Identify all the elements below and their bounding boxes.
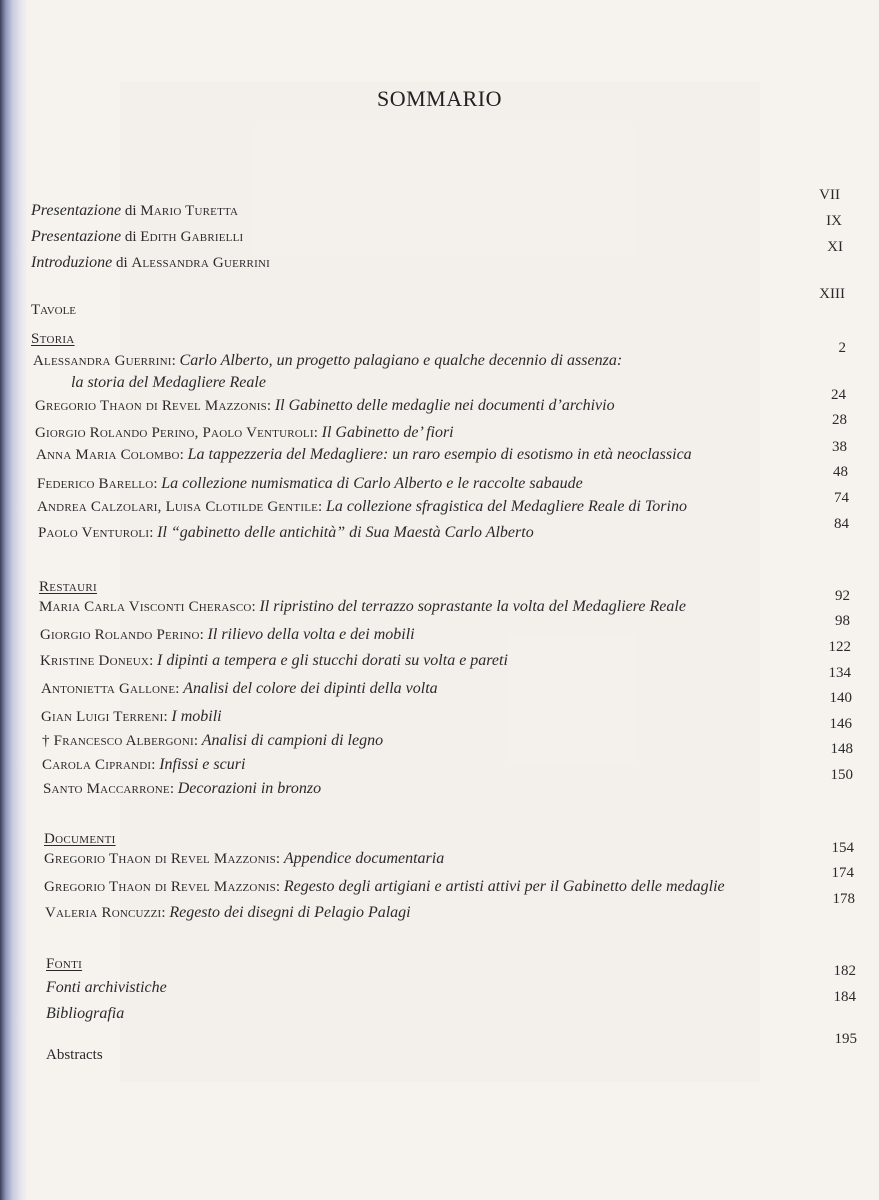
page-number: 154 <box>831 840 854 856</box>
page-number: 140 <box>829 690 852 706</box>
page-number: 24 <box>831 387 846 403</box>
page-title: SOMMARIO <box>376 86 503 111</box>
toc-entry: Giorgio Rolando Perino, Paolo Venturoli: Il Gabinetto de’ fiori <box>35 424 454 441</box>
toc-entry: Gregorio Thaon di Revel Mazzonis: Appendice documentaria <box>44 850 445 867</box>
page-number: XI <box>827 239 843 255</box>
page-number: 195 <box>834 1031 857 1047</box>
toc-entry: Maria Carla Visconti Cherasco: Il ripristino del terrazzo soprastante la volta del Medagliere Reale <box>39 598 686 615</box>
toc-entry-presentazione-1: Presentazione di Mario Turetta <box>31 202 239 219</box>
page-number: 74 <box>834 490 849 506</box>
toc-entry-fonti-archivistiche: Fonti archivistiche <box>46 979 167 996</box>
toc-entry: Antonietta Gallone: Analisi del colore dei dipinti della volta <box>41 680 438 697</box>
toc-entry: Kristine Doneux: I dipinti a tempera e gli stucchi dorati su volta e pareti <box>40 652 508 669</box>
page-number: XIII <box>819 286 845 302</box>
toc-entry: Carola Ciprandi: Infissi e scuri <box>42 756 246 773</box>
page-number: VII <box>819 187 840 203</box>
page-number: 174 <box>831 865 854 881</box>
page-number: 122 <box>828 639 851 655</box>
toc-entry: Santo Maccarrone: Decorazioni in bronzo <box>43 780 322 797</box>
page-number: 148 <box>830 741 853 757</box>
toc-entry-abstracts: Abstracts <box>46 1047 103 1063</box>
page-number: 84 <box>834 516 849 532</box>
toc-entry: Paolo Venturoli: Il “gabinetto delle antichità” di Sua Maestà Carlo Alberto <box>38 524 534 541</box>
page-number: 178 <box>832 891 855 907</box>
toc-entry-tavole: Tavole <box>31 302 77 318</box>
toc-entry-bibliografia: Bibliografia <box>46 1005 125 1022</box>
toc-entry: Alessandra Guerrini: Carlo Alberto, un progetto palagiano e qualche decennio di assenza: <box>33 352 623 369</box>
page-number: 2 <box>838 340 846 356</box>
page-number: 182 <box>833 963 856 979</box>
page-number: 150 <box>830 767 853 783</box>
page-number: 48 <box>833 464 848 480</box>
section-heading-storia: Storia <box>31 331 75 347</box>
toc-entry: Gregorio Thaon di Revel Mazzonis: Il Gabinetto delle medaglie nei documenti d’archivio <box>35 397 615 414</box>
page-number: 98 <box>835 613 850 629</box>
toc-entry: Giorgio Rolando Perino: Il rilievo della volta e dei mobili <box>40 626 415 643</box>
section-heading-restauri: Restauri <box>39 579 97 595</box>
toc-entry-introduzione: Introduzione di Alessandra Guerrini <box>31 254 270 271</box>
toc-entry: Andrea Calzolari, Luisa Clotilde Gentile: La collezione sfragistica del Medagliere Reale di Torino <box>37 498 687 515</box>
section-heading-documenti: Documenti <box>44 831 116 847</box>
toc-entry: Gregorio Thaon di Revel Mazzonis: Regesto degli artigiani e artisti attivi per il Gabinetto delle medaglie <box>44 878 725 895</box>
page-number: IX <box>826 213 842 229</box>
toc-entry-presentazione-2: Presentazione di Edith Gabrielli <box>31 228 244 245</box>
page-number: 92 <box>835 588 850 604</box>
toc-entry: Federico Barello: La collezione numismatica di Carlo Alberto e le raccolte sabaude <box>37 475 583 492</box>
toc-entry: † Francesco Albergoni: Analisi di campioni di legno <box>42 732 384 749</box>
toc-entry: Anna Maria Colombo: La tappezzeria del Medagliere: un raro esempio di esotismo in età neoclassica <box>36 446 692 463</box>
page-number: 134 <box>828 665 851 681</box>
toc-entry-continuation: la storia del Medagliere Reale <box>71 374 266 391</box>
page-number: 38 <box>832 439 847 455</box>
toc-entry: Valeria Roncuzzi: Regesto dei disegni di Pelagio Palagi <box>45 904 411 921</box>
page-number: 184 <box>833 989 856 1005</box>
page-number: 28 <box>832 412 847 428</box>
page-number: 146 <box>829 716 852 732</box>
toc-entry: Gian Luigi Terreni: I mobili <box>41 708 222 725</box>
section-heading-fonti: Fonti <box>46 956 83 972</box>
